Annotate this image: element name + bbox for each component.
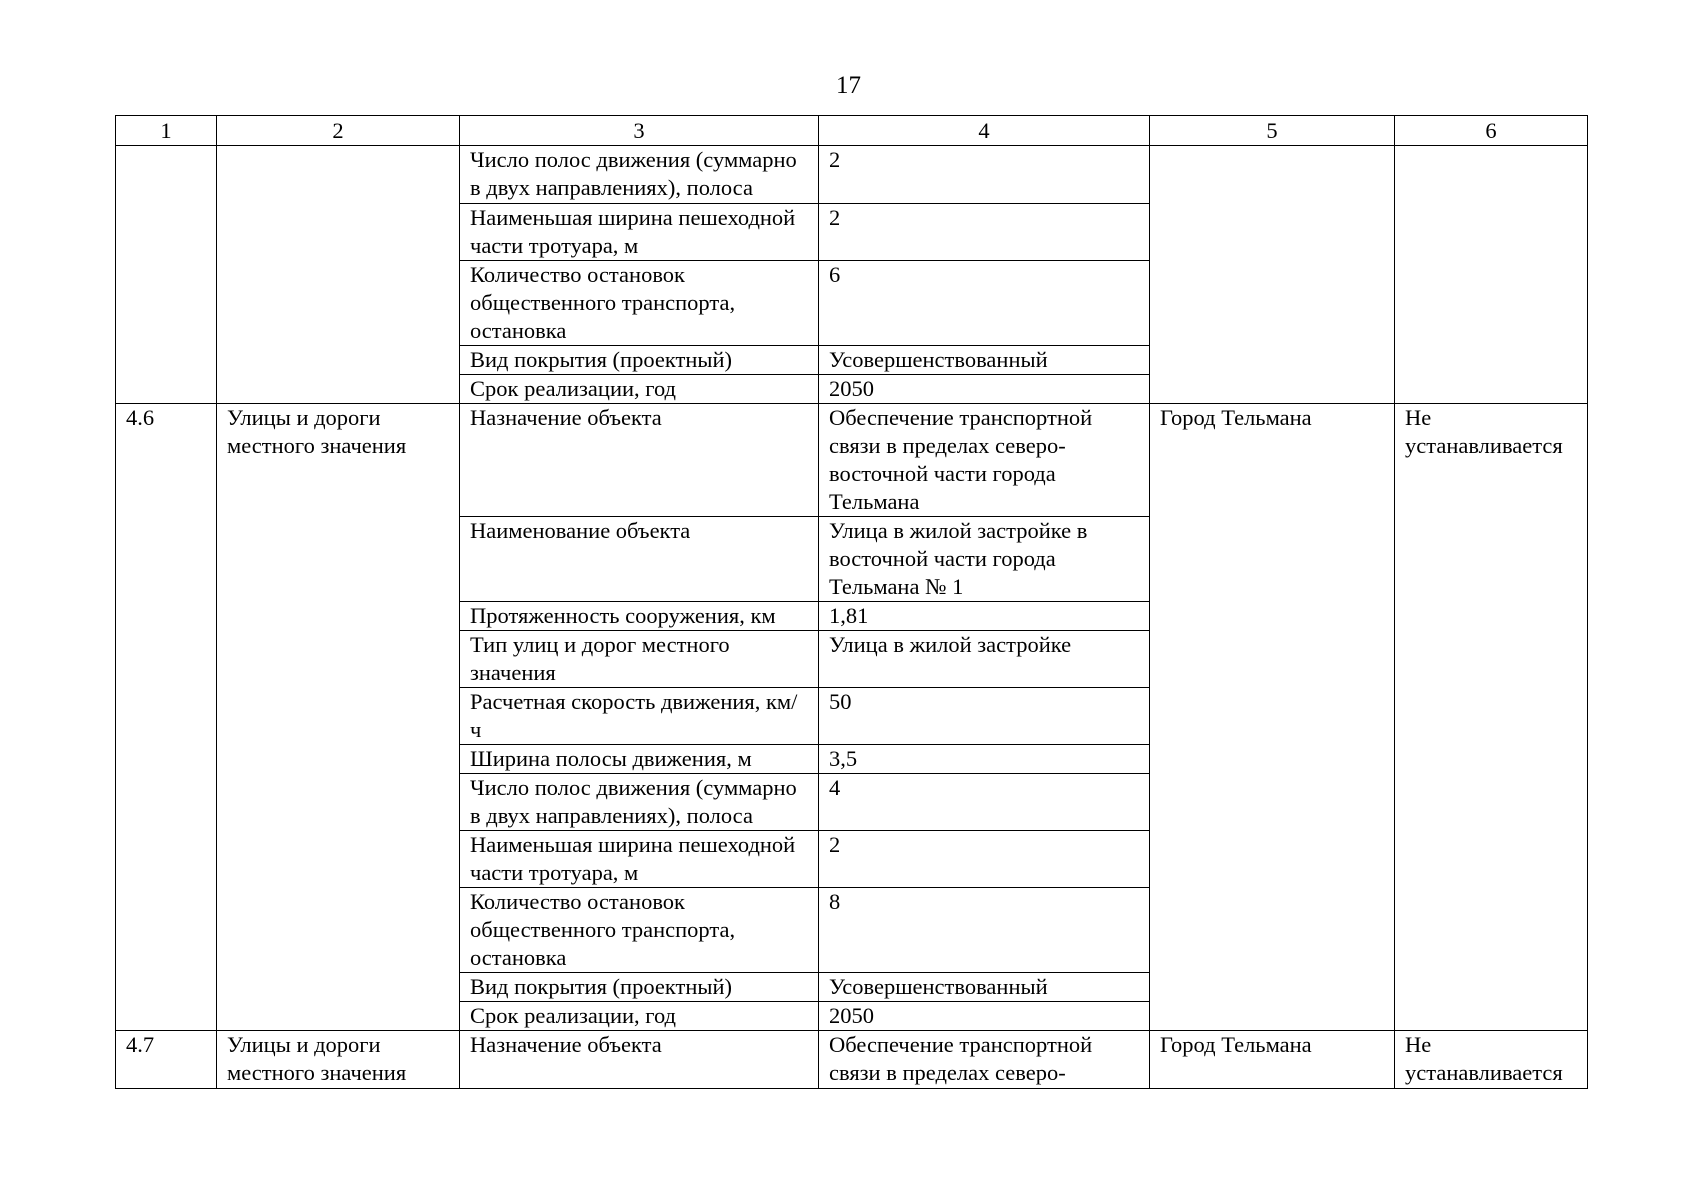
table-row [116,1031,1588,1089]
cell-value: 3,5 [819,745,1150,774]
cell-value: Обеспечение транспортной связи в пределах северо-восточной части города Тельмана [819,404,1150,517]
cell-parameter: Вид покрытия (проектный) [460,973,819,1002]
cell-parameter: Вид покрытия (проектный) [460,346,819,375]
cell-value: 50 [819,688,1150,745]
cell-value: 2 [819,831,1150,888]
table-header-row [116,116,1588,146]
cell-parameter: Срок реализации, год [460,375,819,404]
cell-value: 1,81 [819,602,1150,631]
cell-value: 2050 [819,375,1150,404]
table-row [116,146,1588,204]
table-row [116,404,1588,517]
cell-parameter: Срок реализации, год [460,1002,819,1031]
column-header: 6 [1395,116,1588,146]
cell-zone-empty [1395,146,1588,404]
column-header: 4 [819,116,1150,146]
cell-number: 4.7 [116,1031,217,1089]
column-header: 5 [1150,116,1395,146]
cell-value: 2050 [819,1002,1150,1031]
cell-parameter: Назначение объекта [460,1031,819,1089]
cell-parameter: Расчетная скорость движения, км/ч [460,688,819,745]
cell-value: 6 [819,261,1150,346]
cell-parameter: Число полос движения (суммарно в двух направлениях), полоса [460,774,819,831]
cell-zone: Не устанавливается [1395,1031,1588,1089]
cell-value: Улица в жилой застройке [819,631,1150,688]
cell-value: Усовершенствованный [819,346,1150,375]
cell-value: Улица в жилой застройке в восточной части города Тельмана № 1 [819,517,1150,602]
objects-table [115,115,1588,1089]
cell-name-empty [217,146,460,404]
cell-zone: Не устанавливается [1395,404,1588,1031]
cell-parameter: Назначение объекта [460,404,819,517]
cell-parameter: Ширина полосы движения, м [460,745,819,774]
cell-parameter: Тип улиц и дорог местного значения [460,631,819,688]
cell-parameter: Наименьшая ширина пешеходной части тротуара, м [460,831,819,888]
cell-value: 2 [819,146,1150,204]
column-header: 2 [217,116,460,146]
cell-object-name: Улицы и дороги местного значения [217,1031,460,1089]
cell-parameter: Наименьшая ширина пешеходной части тротуара, м [460,204,819,261]
cell-parameter: Количество остановок общественного транспорта, остановка [460,261,819,346]
cell-location: Город Тельмана [1150,1031,1395,1089]
cell-parameter: Число полос движения (суммарно в двух направлениях), полоса [460,146,819,204]
cell-location-empty [1150,146,1395,404]
cell-value: Обеспечение транспортной связи в пределах северо- [819,1031,1150,1089]
column-header: 3 [460,116,819,146]
cell-number: 4.6 [116,404,217,1031]
cell-parameter: Протяженность сооружения, км [460,602,819,631]
cell-value: 2 [819,204,1150,261]
cell-number-empty [116,146,217,404]
cell-parameter: Наименование объекта [460,517,819,602]
column-header: 1 [116,116,217,146]
page-number: 17 [836,72,861,99]
cell-object-name: Улицы и дороги местного значения [217,404,460,1031]
cell-location: Город Тельмана [1150,404,1395,1031]
cell-value: 4 [819,774,1150,831]
cell-value: Усовершенствованный [819,973,1150,1002]
cell-value: 8 [819,888,1150,973]
cell-parameter: Количество остановок общественного транспорта, остановка [460,888,819,973]
